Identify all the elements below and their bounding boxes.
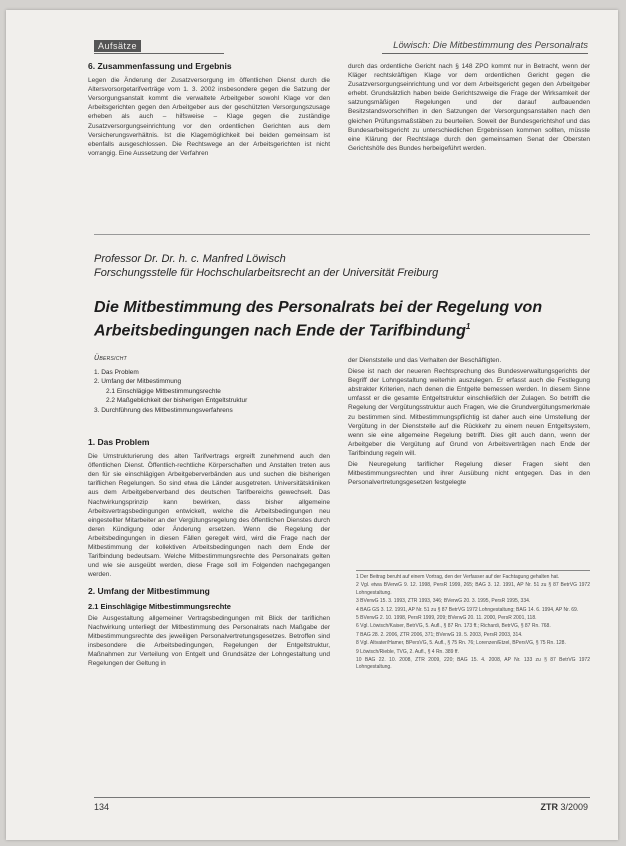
author-block	[94, 252, 438, 280]
prev-left-paragraph: Legen die Änderung der Zusatzversorgung im öffentlichen Dienst durch die Altersvorsorgetarifverträge vom 1. 3. 2002 insbesondere gegen die Satzung der Versorgungsanstalt kommt die verwaltete Arbeitgeber sowohl Klage vor den Arbeitsgerichten gegen den Arbeitgeber aus der geschützten Versorgungszusage erheben als auch – hilfsweise – Klage gegen die zuständige Zusatzversorgungseinrichtung vor den ordentlichen Gerichten aus dem Versicherungsverhältnis. Ist die Klagemöglichkeit bei beiden gemeinsam ist ebenfalls ausgeschlossen. Die Rechtswege an der Arbeitsgerichten ist nicht vorrangig. Eine Aussetzung der Verfahren	[88, 77, 330, 157]
article-title-text: Die Mitbestimmung des Personalrats bei der Regelung von Arbeitsbedingungen nach Ende der Tarifbindung	[94, 299, 543, 340]
prev-right-paragraph: durch das ordentliche Gericht nach § 148 ZPO kommt nur in Betracht, wenn der Kläger rechtskräftigen Klage vor dem ordentlichen Gericht gegen die Zusatzversorgungseinrichtung und vor dem Arbeitsgericht gegen den Arbeitgeber erhebt. Grundsätzlich haben beide Gerichtszweige die Frage der Wirksamkeit der satzungsmäßigen Regelungen und der darauf aufbauenden Besitzstandsvorschriften in den Satzungen der Versorgungsanstalten nach den gleichen Prüfungsmaßstäben zu beurteilen. Soweit der Bundesgerichtshof und das Bundesarbeitsgericht zu unterschiedlichen Ergebnissen kommen sollten, müsste eine Klärung der Rechtslage durch den gemeinsamen Senat der Obersten Gerichtshöfe des Bundes herbeigeführt werden.	[348, 63, 590, 152]
footnote: 5 BVerwG 2. 10. 1998, PersR 1999, 209; BVerwG 20. 11. 2000, PersR 2001, 118.	[356, 615, 537, 622]
article-title	[94, 298, 594, 340]
right-paragraph-3: Die Neuregelung tariflicher Regelung dieser Fragen sieht den Mitbestimmungsrechten und ihrer Ausübung nicht entgegen. Das in den Personalvertretungsgesetzen festgelegte	[348, 461, 590, 487]
footnote: 9 Löwisch/Rieble, TVG, 2. Aufl., § 4 Rn. 389 ff.	[356, 648, 459, 655]
header-rule-right	[382, 53, 588, 54]
journal-issue: 3/2009	[560, 802, 588, 812]
section-heading-problem: 1. Das Problem	[88, 437, 150, 447]
footer-rule	[94, 797, 590, 798]
page-number: 134	[94, 802, 110, 812]
footnotes	[356, 570, 590, 673]
section-tag: Aufsätze	[94, 40, 141, 52]
title-footnote-marker: 1	[465, 322, 471, 331]
header-rule-left	[94, 53, 224, 54]
footnote: 8 Vgl. Altvater/Hamer, BPersVG, 5. Aufl., § 75 Rn. 76; Lorenzen/Etzel, BPersVG, § 75 Rn. 128.	[356, 640, 566, 647]
toc-item: 2. Umfang der Mitbestimmung	[94, 378, 182, 385]
right-paragraph-2: Diese ist nach der neueren Rechtsprechung des Bundesverwaltungsgerichts der Begriff der Lohngestaltung weiterhin auszulegen. Er erfasst auch die Festlegung abstrakter Kriterien, nach denen die Entgelte bemessen werden. In diesem Sinne umfasst er die gesamte Entgeltstruktur einschließlich der Zulagen. So betrifft die Regelung der Vergütungsstruktur auch Fragen, wie die Grundvergütungsmerkmale zu bestimmen sind. Mitbestimmungspflichtig ist daher auch eine Umstellung der Vergütung in der Dienststelle auf die Rückkehr zu einem neuen Entgeltsystem, wenn sie eine allgemeine Regelung betrifft. Dies gilt auch dann, wenn der Arbeitgeber die Vergütung auf Grund von Arbeitsverträgen nach Ende der Tarifbindung regeln will.	[348, 368, 590, 457]
prev-article-right-column	[348, 62, 590, 155]
footnote: 10 BAG 22. 10. 2008, ZTR 2009, 220; BAG 15. 4. 2008, AP Nr. 133 zu § 87 BetrVG 1972 Lohngestaltung.	[356, 657, 590, 671]
toc-title: Übersicht	[94, 355, 128, 362]
section-problem-text: Die Umstrukturierung des alten Tarifvertrags ergreift zunehmend auch den öffentlichen Dienst. Öffentlich-rechtliche Körperschaften und Anstalten treten aus den für sie einschlägigen Arbeitgeberverbänden aus und suchen die bisherigen tariflichen Regelungen. So sind etwa die Länder ausgetreten. Universitätskliniken aus dem Arbeitgeberverband des deutschen Tarifbereichs gewechselt. Das Nachwirkungsprinzip kann bewirken, dass bisher allgemeine Arbeitsvertragsbedingungen entwickelt, welche die Arbeitsbedingungen neu eingestellter Mitarbeiter an der Vergütungsregelung des öffentlichen Dienstes durch deren Kündigung oder Änderung ersetzen. Wenn die Regelung der Arbeitsbedingungen in diesen Fällen geregelt wird, wird die Frage nach der Mitbestimmung der kollektiven Arbeitsbedingungen nach dem Ende der Tarifbindung bedeutsam. Welche Mitbestimmungsrechte des Personalrats gelten und wie sie ausgeübt werden, diese Frage soll im Folgenden nachgegangen werden.	[88, 453, 330, 579]
author-name: Professor Dr. Dr. h. c. Manfred Löwisch	[94, 253, 286, 265]
toc-item: 3. Durchführung des Mitbestimmungsverfahrens	[94, 406, 233, 414]
prev-article-left-column	[88, 62, 330, 160]
document-page	[6, 10, 618, 840]
subsection-heading: 2.1 Einschlägige Mitbestimmungsrechte	[88, 601, 231, 611]
section-scope-text: Die Ausgestaltung allgemeiner Vertragsbedingungen mit Blick der tariflichen Nachwirkung unterliegt der Mitbestimmung des Personalrats nach Maßgabe der Mitbestimmungsrechte des jeweiligen Personalvertretungsgesetzes. Betroffen sind insbesondere die Arbeitsbedingungen, Regelungen der Entgeltstruktur, Maßnahmen zur Verteilung von Entgelt und Grundsätze der Lohngestaltung und Regelungen der Geltung in	[88, 614, 330, 668]
footnote: 7 BAG 28. 2. 2006, ZTR 2006, 371; BVerwG 19. 5. 2003, PersR 2003, 314.	[356, 631, 523, 638]
toc-item: 2.1 Einschlägige Mitbestimmungsrechte	[106, 387, 221, 395]
article-left-column	[88, 438, 330, 670]
article-right-column	[348, 356, 590, 489]
toc-item: 2.2 Maßgeblichkeit der bisherigen Entgeltstruktur	[106, 397, 248, 404]
journal-footer	[540, 802, 588, 812]
toc-item: 1. Das Problem	[94, 368, 139, 376]
footnote: 6 Vgl. Löwisch/Kaiser, BetrVG, 5. Aufl., § 87 Rn. 173 ff.; Richardi, BetrVG, § 87 Rn. 768.	[356, 623, 551, 630]
prev-section-heading: 6. Zusammenfassung und Ergebnis	[88, 61, 232, 71]
journal-name: ZTR	[540, 802, 558, 812]
section-heading-scope: 2. Umfang der Mitbestimmung	[88, 586, 210, 597]
footnote: 1 Der Beitrag beruht auf einem Vortrag, den der Verfasser auf der Fachtagung gehalten hat.	[356, 574, 560, 580]
table-of-contents	[94, 354, 344, 415]
right-paragraph-1: der Dienststelle und das Verhalten der Beschäftigten.	[348, 357, 502, 364]
footnote: 2 Vgl. etwa BVerwG 9. 12. 1998, PersR 1999, 265; BAG 3. 12. 1991, AP Nr. 51 zu § 87 BetrVG 1972 Lohngestaltung.	[356, 582, 590, 596]
running-title: Löwisch: Die Mitbestimmung des Personalrats	[393, 40, 588, 51]
footnote: 3 BVerwG 15. 3. 1993, ZTR 1993, 346; BVerwG 20. 3. 1995, PersR 1995, 334.	[356, 598, 531, 605]
author-affiliation: Forschungsstelle für Hochschularbeitsrecht an der Universität Freiburg	[94, 267, 439, 279]
article-divider	[94, 234, 590, 235]
footnote: 4 BAG GS 3. 12. 1991, AP Nr. 51 zu § 87 BetrVG 1972 Lohngestaltung; BAG 14. 6. 1994, AP Nr. 69.	[356, 606, 579, 613]
